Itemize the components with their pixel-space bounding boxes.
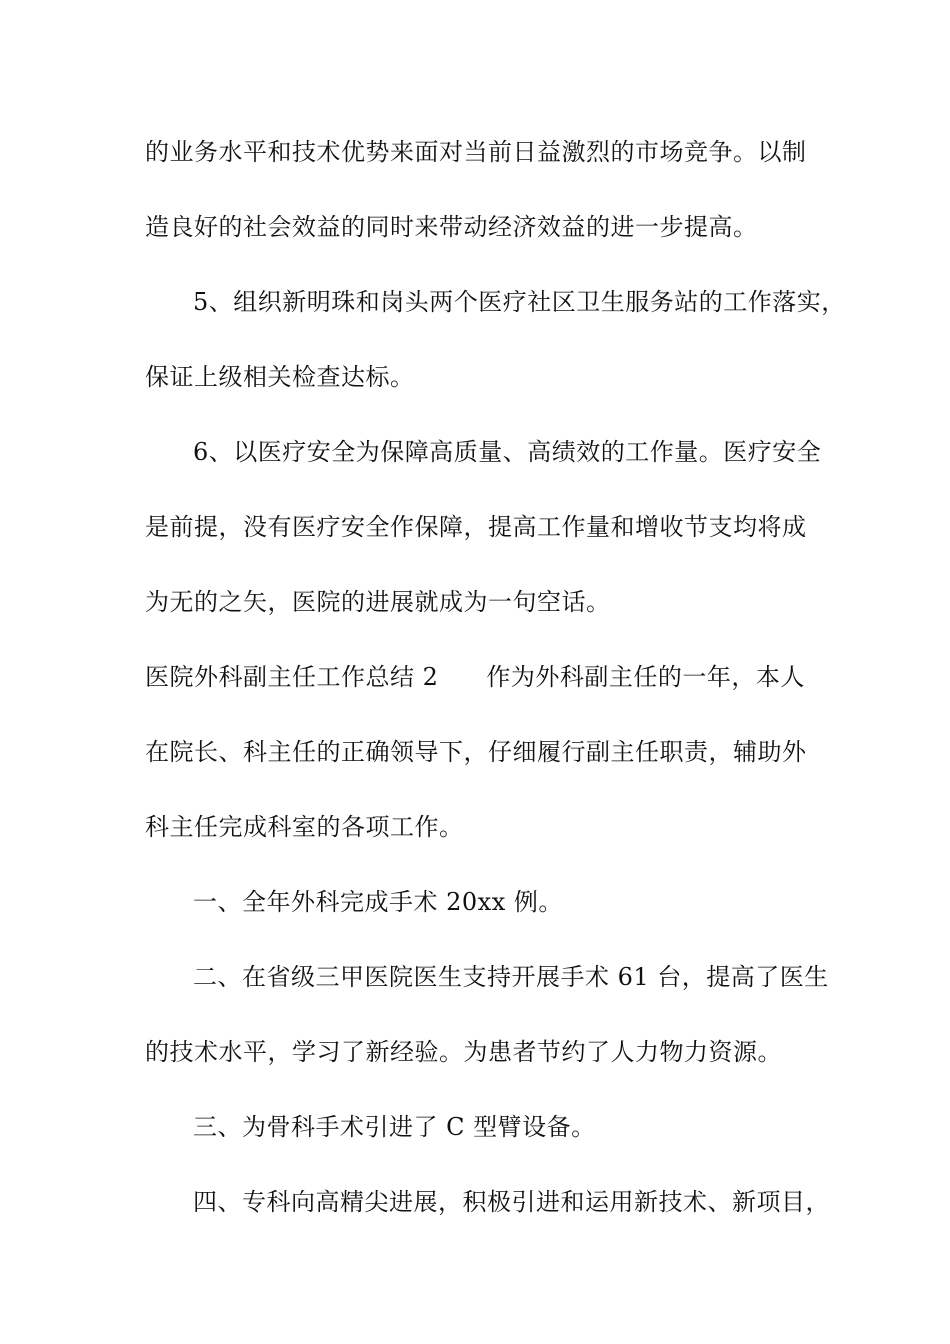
paragraph-text: 作为外科副主任的一年，本人	[486, 663, 805, 691]
paragraph-line: 造良好的社会效益的同时来带动经济效益的进一步提高。	[145, 213, 758, 241]
paragraph-line: 的业务水平和技术优势来面对当前日益激烈的市场竞争。以制	[145, 138, 807, 166]
section-heading-line	[145, 661, 835, 693]
section-heading: 医院外科副主任工作总结 2	[145, 663, 439, 691]
list-item-5: 5、组织新明珠和岗头两个医疗社区卫生服务站的工作落实，	[193, 288, 846, 316]
list-item-6: 6、以医疗安全为保障高质量、高绩效的工作量。医疗安全	[193, 438, 822, 466]
paragraph-line: 在院长、科主任的正确领导下，仔细履行副主任职责，辅助外	[145, 738, 807, 766]
list-item-2: 二、在省级三甲医院医生支持开展手术 61 台，提高了医生	[193, 963, 829, 991]
paragraph-line: 的技术水平，学习了新经验。为患者节约了人力物力资源。	[145, 1038, 782, 1066]
paragraph-line: 为无的之矢，医院的进展就成为一句空话。	[145, 588, 611, 616]
paragraph-line: 是前提，没有医疗安全作保障，提高工作量和增收节支均将成	[145, 513, 807, 541]
list-item-1: 一、全年外科完成手术 20xx 例。	[193, 888, 563, 916]
paragraph-line: 保证上级相关检查达标。	[145, 363, 415, 391]
list-item-4: 四、专科向高精尖进展，积极引进和运用新技术、新项目，	[193, 1188, 830, 1216]
list-item-3: 三、为骨科手术引进了 C 型臂设备。	[193, 1113, 596, 1141]
paragraph-line: 科主任完成科室的各项工作。	[145, 813, 464, 841]
